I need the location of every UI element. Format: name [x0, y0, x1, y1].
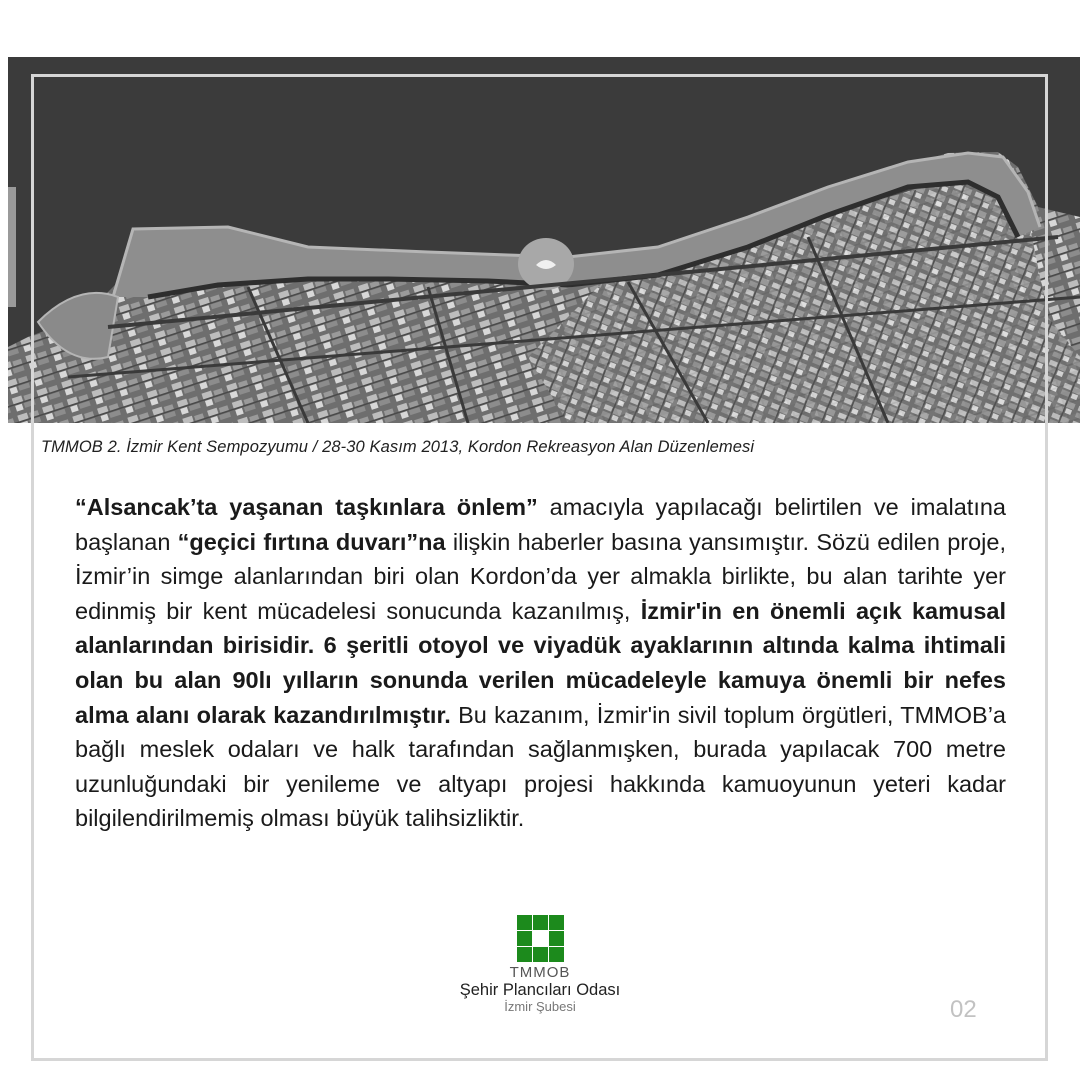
page-number: 02: [950, 996, 977, 1023]
tmmob-grid-logo-icon: [517, 915, 564, 962]
body-paragraph: [75, 490, 1006, 836]
logo-org-name: TMMOB: [509, 964, 571, 981]
kordon-aerial-image: [8, 57, 1080, 423]
text-segment: Bu kazanım, İzmir'in sivil toplum örgütleri, TMMOB’a bağlı meslek odaları ve halk tarafından sağlanmışken, burada yapılacak 700 metre uzunluğundaki bir yenileme ve altyapı projesi hakkında kamuoyunun yeteri kadar bilgilendirilmemiş olması büyük talihsizliktir.: [75, 701, 1006, 832]
logo-branch-name: İzmir Şubesi: [504, 999, 576, 1014]
aerial-photo: [8, 57, 1080, 423]
tmmob-logo: [452, 915, 628, 1014]
bold-emphasis-kamusal-alan: İzmir'in en önemli açık kamusal alanlarından birisidir. 6 şeritli otoyol ve viyadük ayaklarının altında kalma ihtimali olan bu alan 90lı yılların sonunda verilen mücadeleyle kamuya önemli bir nefes alma alanı olarak kazandırılmıştır.: [75, 597, 1006, 728]
text-segment: ilişkin haberler basına yansımıştır. Sözü edilen proje, İzmir’in simge alanlarından biri olan Kordon’da yer almakla birlikte, bu alan tarihte yer edinmiş bir kent mücadelesi sonucunda kazanılmış,: [75, 528, 1006, 624]
logo-chamber-name: Şehir Plancıları Odası: [459, 981, 621, 999]
bold-quote-taskin: “Alsancak’ta yaşanan taşkınlara önlem”: [75, 494, 538, 520]
photo-caption: TMMOB 2. İzmir Kent Sempozyumu / 28-30 Kasım 2013, Kordon Rekreasyon Alan Düzenlemesi: [41, 438, 755, 456]
bold-quote-firtina-duvari: “geçici fırtına duvarı”na: [177, 528, 446, 555]
text-segment: amacıyla yapılacağı belirtilen ve imalatına başlanan: [75, 494, 1006, 555]
